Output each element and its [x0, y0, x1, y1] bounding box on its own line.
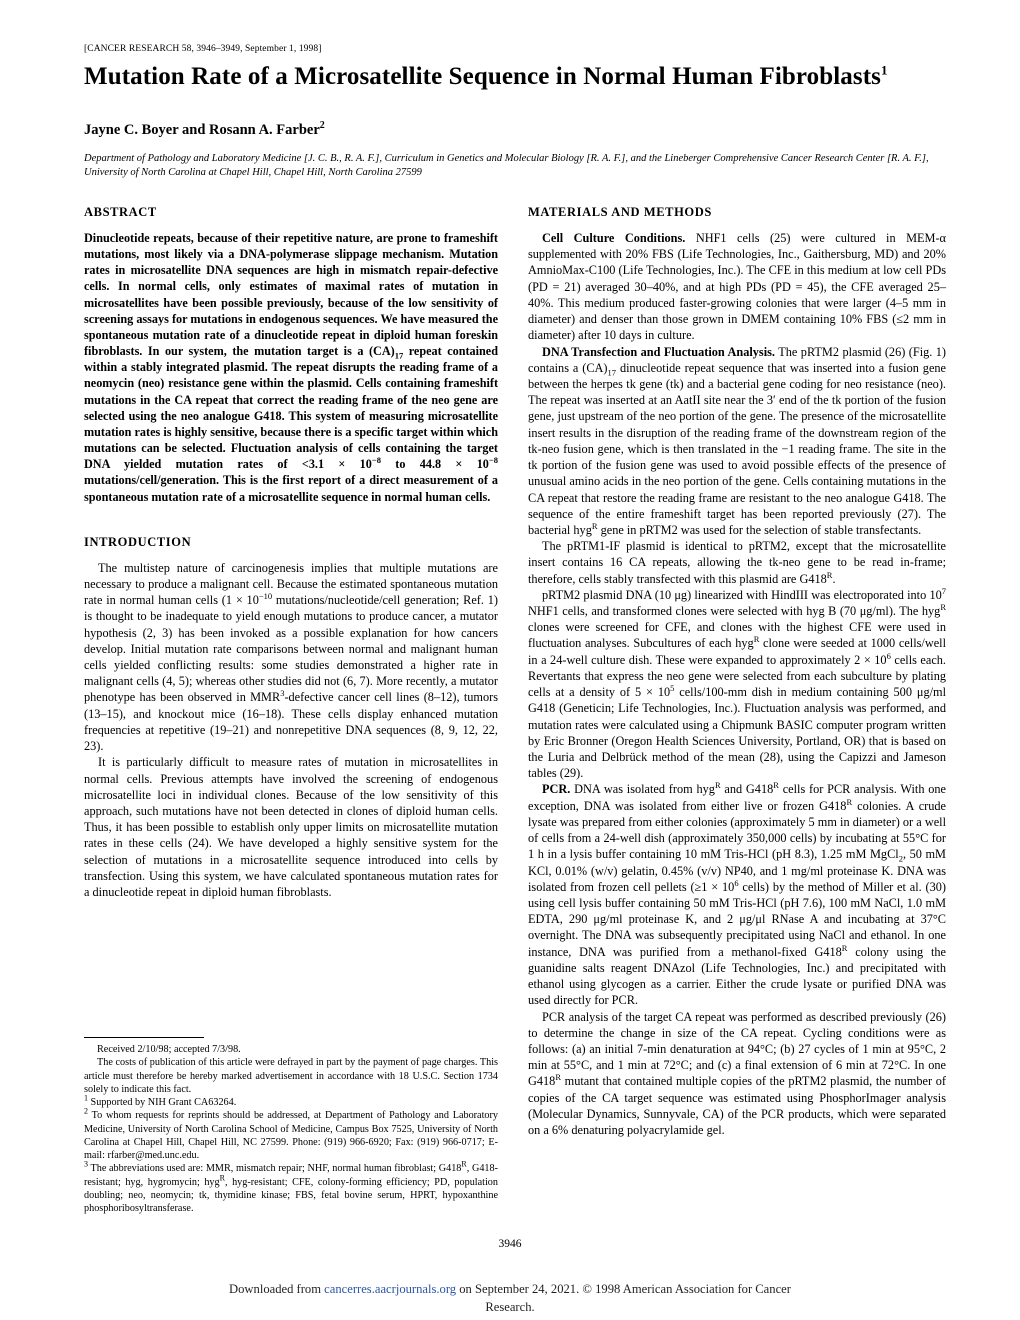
methods-paragraph-3: The pRTM1-IF plasmid is identical to pRTM2, except that the microsatellite insert contains 16 CA repeats, allowing the tk-neo gene to be read in-frame; therefore, cells stably transfected with this plasmid are $G418^R$.: [528, 539, 946, 586]
author-list: [84, 122, 944, 139]
page-title-text: Mutation Rate of a Microsatellite Sequence in Normal Human Fibroblasts: [84, 63, 881, 90]
introduction-heading: INTRODUCTION: [84, 534, 192, 549]
footnote-2-text: To whom requests for reprints should be addressed, at Department of Pathology and Laboratory Medicine, University of North Carolina School of Medicine, Campus Box 7525, University of North Carolina at Chapel Hill, Chapel Hill, NC 27599. Phone: (919) 966-6920; Fax: (919) 966-0717; E-mail: rfarber@med.unc.edu.: [84, 1110, 498, 1161]
footnote-2: [84, 1106, 498, 1162]
abstract-heading: ABSTRACT: [84, 205, 157, 219]
footnote-3: [84, 1159, 498, 1215]
affiliation: [84, 152, 946, 180]
methods-paragraph-5: [528, 781, 946, 1008]
methods-paragraph-1-text: NHF1 cells (25) were cultured in MEM-α supplemented with 20% FBS (Life Technologies, Inc., Gaithersburg, MD) and 20% AmnioMax-C100 (Life Technologies, Inc.). The CFE in this medium at low cell PDs (PD = 21) averaged 30–40%, and at high PDs (PD = 45), the CFE averaged 25–40%. This medium produced faster-growing colonies that were larger (4–5 mm in diameter) and denser than those grown in DMEM containing 10% FBS (≤2 mm in diameter) after 10 days in culture.: [528, 231, 946, 343]
journal-reference: [CANCER RESEARCH 58, 3946–3949, September 1, 1998]: [84, 44, 322, 54]
footnote-received: Received 2/10/98; accepted 7/3/98.: [97, 1044, 241, 1055]
footnote-costs: The costs of publication of this article were defrayed in part by the payment of page charges. This article must therefore be hereby marked advertisement in accordance with 18 U.S.C. Section 1734 solely to indicate this fact.: [84, 1057, 498, 1095]
methods-paragraph-1: [528, 230, 946, 344]
methods-paragraph-1-label: Cell Culture Conditions.: [542, 231, 686, 245]
right-column: [528, 205, 946, 1138]
methods-paragraph-5-label: PCR.: [542, 782, 571, 797]
footer-line-2: Research.: [485, 1300, 535, 1315]
methods-paragraph-5-text: DNA was isolated from hyg$^R$ and $G418^R$ cells for PCR analysis. With one exception, DNA was isolated from either live or frozen $G418^R$ colonies. A crude lysate was prepared from either colonies (approximately 5 mm in diameter) or a well of cells from a 24-well dish (approximately 350,000 cells) by incubating at 55°C for 1 h in a lysis buffer containing 10 mM Tris-HCl (pH 8.3), 1.25 mM MgCl$_2$, 50 mM KCl, 0.01% (w/v) gelatin, 0.45% (v/v) NP40, and 1 mg/ml proteinase K. DNA was isolated from frozen cell pellets ($\ge 1 \times 10^6$ cells) by the method of Miller et al. (30) using cell lysis buffer containing 50 mM Tris-HCl (pH 7.6), 100 mM NaCl, 1.0 mM EDTA, 290 μg/ml proteinase K, and 2 μg/μl RNase A and incubating at 37°C overnight. The DNA was subsequently precipitated using NaCl and ethanol. In one instance, DNA was purified from a methanol-fixed $G418^R$ colony using the guanidine salts reagent DNAzol (Life Technologies, Inc.) and precipitated with ethanol using glycogen as a carrier. Either the crude lysate or purified DNA was used directly for PCR.: [528, 780, 947, 1008]
methods-paragraph-6: PCR analysis of the target CA repeat was performed as described previously (26) to determine the change in size of the CA repeat. Cycling conditions were as follows: (a) an initial 7-min denaturation at 94°C; (b) 27 cycles of 1 min at 95°C, 2 min at 55°C, and 1 min at 72°C; and (c) a final extension of 6 min at 72°C. In one $G418^R$ mutant that contained multiple copies of the pRTM2 plasmid, the number of copies of the CA target sequence was estimated using PhosphorImager analysis (Molecular Dynamics, Sunnyvale, CA) of the PCR products, which were separated on a 6% denaturing polyacrylamide gel.: [528, 1009, 946, 1138]
introduction-paragraph-1: The multistep nature of carcinogenesis implies that multiple mutations are necessary to produce a malignant cell. Because the estimated spontaneous mutation rate in normal human cells ($1 \times 10^{-10}$ mutations/nucleotide/cell generation; Ref. 1) is thought to be inadequate to yield enough mutations to produce cancer, a mutator hypothesis (2, 3) has been invoked as a possible explanation for how cancers develop. Initial mutation rate comparisons between normal and malignant human cells yielded conflicting results: some studies demonstrated a higher rate in malignant cells (4, 5); whereas other studies did not (6, 7). More recently, a mutator phenotype has been observed in MMR$^3$-defective cancer cell lines (8–12), tumors (13–15), and knockout mice (16–18). These cells display enhanced mutation frequencies at repetitive (19–21) and nonrepetitive DNA sequences (8, 9, 12, 22, 23).: [84, 560, 498, 754]
footer-suffix: on September 24, 2021. © 1998 American Association for Cancer: [456, 1282, 791, 1296]
footnote-1-text: Supported by NIH Grant CA63264.: [90, 1097, 237, 1108]
methods-paragraph-2: [528, 344, 946, 539]
author-footnote-marker: 2: [319, 120, 325, 132]
methods-paragraph-2-label: DNA Transfection and Fluctuation Analysis.: [542, 344, 775, 359]
footnote-divider: [84, 1037, 204, 1038]
footnote-1-marker: 1: [84, 1093, 88, 1103]
footnote-block: [84, 1043, 498, 1215]
affiliation-line-1: Department of Pathology and Laboratory Medicine [J. C. B., R. A. F.], Curriculum in Genetics and Molecular Biology [R. A. F.], and the Lineberger Comprehensive Cancer: [84, 153, 812, 164]
footnote-1: [84, 1093, 498, 1109]
author-names: Jayne C. Boyer and Rosann A. Farber: [84, 122, 320, 138]
page-number: 3946: [498, 1238, 522, 1250]
left-column: [84, 205, 498, 900]
methods-heading: MATERIALS AND METHODS: [528, 205, 712, 219]
introduction-paragraph-2: It is particularly difficult to measure rates of mutation in microsatellites in normal cells. Previous attempts have involved the screening of endogenous microsatellite loci in individual clones. Because of the low sensitivity of this approach, such mutations have not been detected in clones of diploid human cells. Thus, it has been possible to establish only upper limits on microsatellite mutation rates in these cells (24). We have developed a highly sensitive system for the selection of mutations in a microsatellite sequence introduced into cells by transfection. Using this system, we have calculated spontaneous mutation rates for a dinucleotide repeat in diploid human fibroblasts.: [84, 755, 498, 900]
footnote-3-text: The abbreviations used are: MMR, mismatch repair; NHF, normal human fibroblast; $G418^R$, G418-resistant; hyg, hygromycin; hyg$^R$, hyg-resistant; CFE, colony-forming efficiency; PD, population doubling; neo, neomycin; tk, thymidine kinase; FBS, fetal bovine serum, HPRT, hypoxanthine phosphoribosyltransferase.: [84, 1159, 498, 1214]
methods-paragraph-2-text: The pRTM2 plasmid (26) (Fig. 1) contains a $(CA)_{17}$ dinucleotide repeat sequence that was inserted into a fusion gene between the herpes tk gene (tk) and a bacterial gene coding for neo resistance (neo). The repeat was inserted at an AatII site near the 3′ end of the tk portion of the fusion gene, just upstream of the neo portion of the gene. The presence of the microsatellite insert results in the disruption of the reading frame of the downstream region of the tk-neo fusion gene, which is then translated in the −1 reading frame. The site in the tk portion of the fusion gene was used to avoid possible effects of the presence of unusual amino acids in the neo portion of the gene. Cells containing mutations in the CA repeat that restore the reading frame are resistant to the neo analogue G418. The sequence of the entire frameshift target has been reported previously (27). The bacterial hyg$^R$ gene in pRTM2 was used for the selection of stable transfectants.: [528, 344, 947, 537]
methods-paragraph-4: pRTM2 plasmid DNA (10 μg) linearized with HindIII was electroporated into $10^7$ NHF1 cells, and transformed clones were selected with hyg B (70 μg/ml). The hyg$^R$ clones were screened for CFE, and clones with the highest CFE were used in fluctuation analyses. Subcultures of each hyg$^R$ clone were seeded at 1000 cells/well in a 24-well culture dish. These were expanded to approximately $2 \times 10^6$ cells each. Revertants that express the neo gene were selected from each subculture by plating cells at a density of $5 \times 10^5$ cells/100-mm dish in medium containing 500 μg/ml G418 (Geneticin; Life Technologies, Inc.). Fluctuation analysis was performed, and mutation rates were calculated using a Chipmunk BASIC computer program written by Eric Bronner (Oregon Health Sciences University, Portland, OR) that is based on the Luria and Delbrück method of the mean (28), using the Capizzi and Jameson tables (29).: [528, 585, 947, 781]
page-title: [84, 62, 944, 92]
title-footnote-marker: 1: [881, 62, 888, 78]
abstract-text: Dinucleotide repeats, because of their repetitive nature, are prone to frameshift mutations, most likely via a DNA-polymerase slippage mechanism. Mutation rates in microsatellite DNA sequences are high in mismatch repair-defective cells. In normal cells, only estimates of maximal rates of mutation in microsatellites have been possible previously, because of the low sensitivity of screening assays for mutations in endogenous sequences. We have measured the spontaneous mutation rate of a dinucleotide repeat in diploid human foreskin fibroblasts. In our system, the mutation target is a $(CA)_{17}$ repeat contained within a stably integrated plasmid. The repeat disrupts the reading frame of a neomycin (neo) resistance gene within the plasmid. Cells containing frameshift mutations in the CA repeat that correct the reading frame of the neo gene are selected using the neo analogue G418. This system of measuring microsatellite mutation rates is highly sensitive, because there is a specific target within which mutations can be selected. Fluctuation analysis of cells containing the target DNA yielded mutation rates of $<3.1 \times 10^{-8}$ to $44.8 \times 10^{-8}$ mutations/cell/generation. This is the first report of a direct measurement of a spontaneous mutation rate of a microsatellite sequence in normal human cells.: [84, 231, 498, 504]
footnote-2-marker: 2: [84, 1106, 88, 1116]
footnote-3-marker: 3: [84, 1159, 88, 1169]
footer-journal-link[interactable]: cancerres.aacrjournals.org: [324, 1282, 457, 1296]
footer-prefix: Downloaded from: [229, 1282, 325, 1296]
affiliation-line-2: Research Center [R. A. F.], University of North Carolina at Chapel Hill, Chapel Hill, North Carolina 27599: [84, 153, 929, 179]
download-footer: [0, 1280, 1020, 1317]
